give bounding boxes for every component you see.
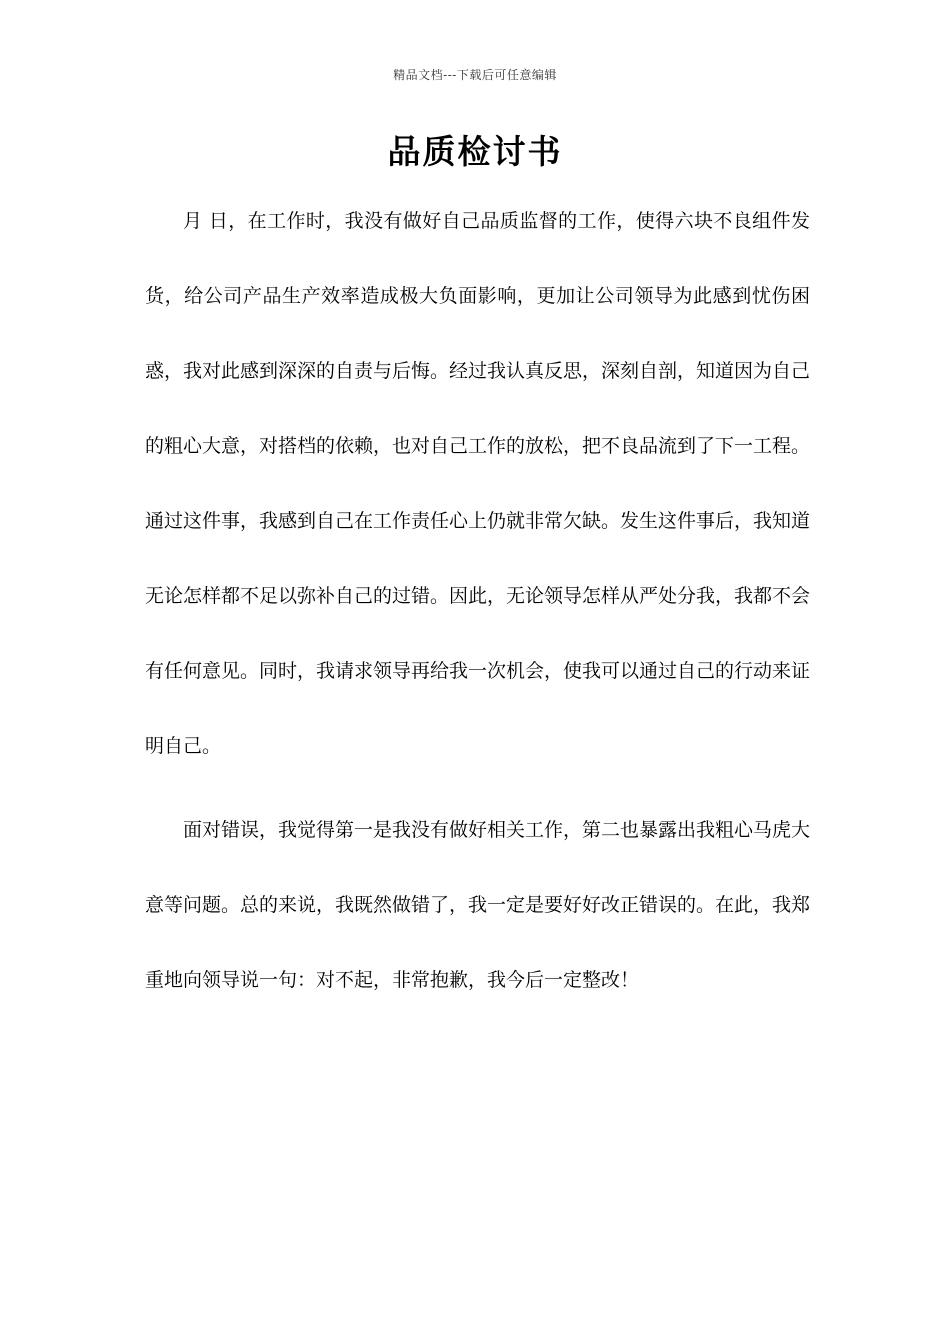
body-paragraph-2: 面对错误，我觉得第一是我没有做好相关工作，第二也暴露出我粗心马虎大意等问题。总的来说，我既然做错了，我一定是要好好改正错误的。在此，我郑重地向领导说一句：对不起，非常抱歉，我今后一定整改！ xyxy=(145,819,811,991)
body-paragraph-1: 月 日，在工作时，我没有做好自己品质监督的工作，使得六块不良组件发货，给公司产品生产效率造成极大负面影响，更加让公司领导为此感到忧伤困惑，我对此感到深深的自责与后悔。经过我认真反思，深刻自剖，知道因为自己的粗心大意，对搭档的依赖，也对自己工作的放松，把不良品流到了下一工程。通过这件事，我感到自己在工作责任心上仍就非常欠缺。发生这件事后，我知道无论怎样都不足以弥补自己的过错。因此，无论领导怎样从严处分我，我都不会有任何意见。同时，我请求领导再给我一次机会，使我可以通过自己的行动来证明自己。 xyxy=(145,210,811,757)
header-note: 精品文档---下载后可任意编辑 xyxy=(393,68,557,82)
document-title: 品质检讨书 xyxy=(387,132,563,171)
